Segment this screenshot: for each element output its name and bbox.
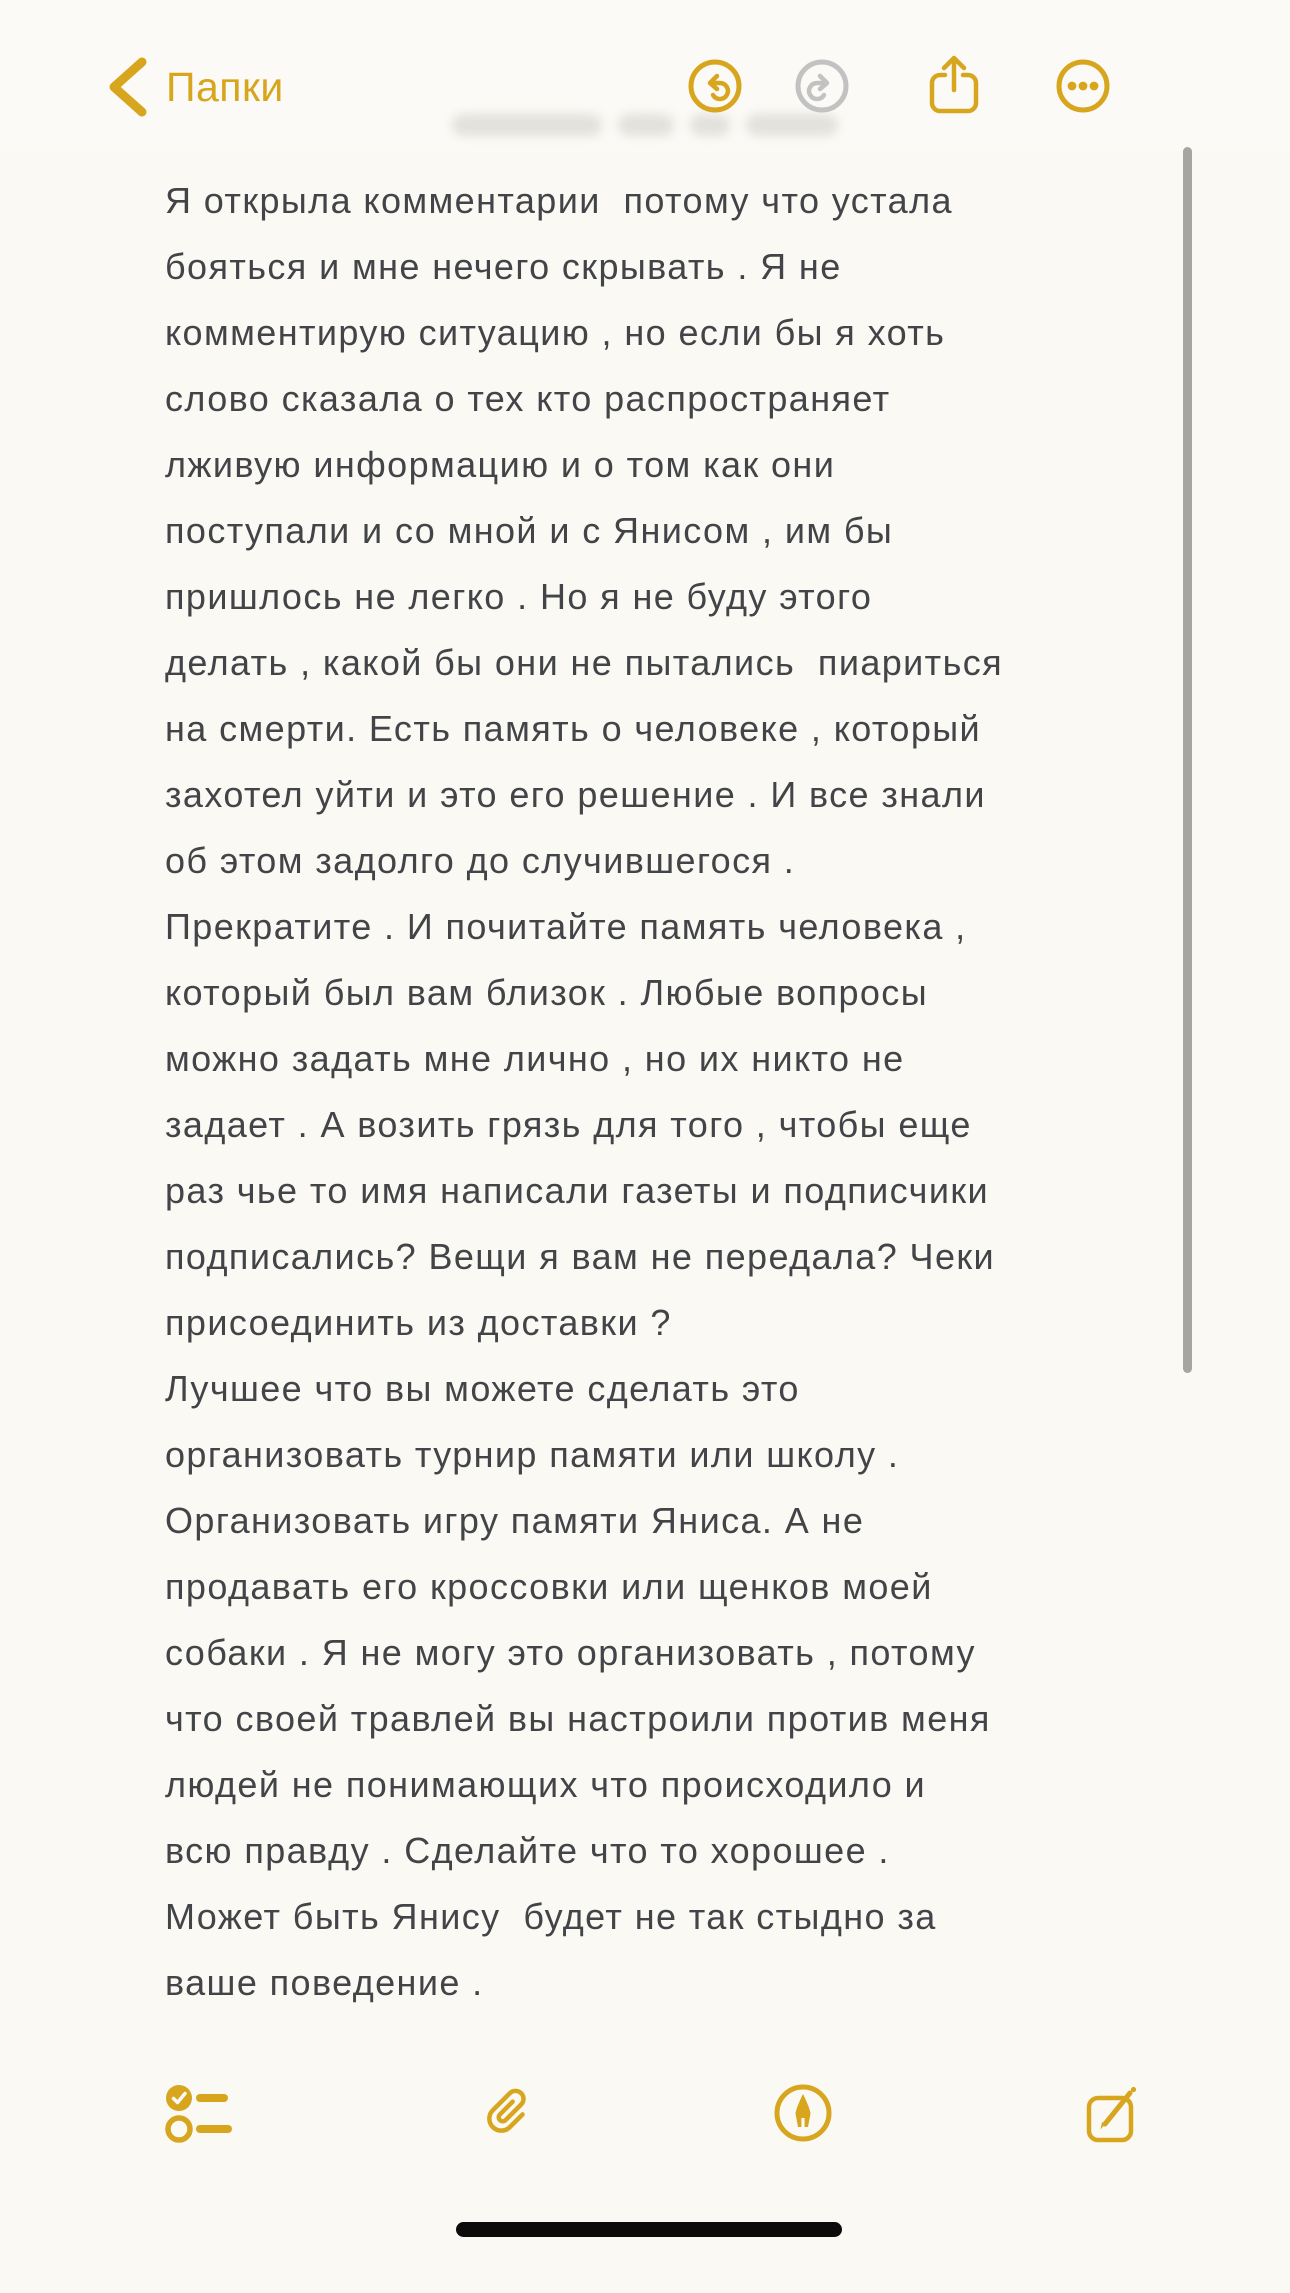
note-text-line: что своей травлей вы настроили против меня <box>165 1698 991 1739</box>
note-text-line: лживую информацию и о том как они <box>165 444 836 485</box>
note-text-line: слово сказала о тех кто распространяет <box>165 378 891 419</box>
back-chevron-icon <box>104 56 150 118</box>
note-text-line: делать , какой бы они не пытались пиариться <box>165 642 1004 683</box>
undo-button[interactable] <box>687 58 743 114</box>
note-text-line: присоединить из доставки ? <box>165 1302 672 1343</box>
note-text-line: Прекратите . И почитайте память человека , <box>165 906 967 947</box>
note-text-line: который был вам близок . Любые вопросы <box>165 972 928 1013</box>
note-text-line: поступали и со мной и с Янисом , им бы <box>165 510 894 551</box>
compose-icon <box>1081 2082 1145 2146</box>
home-indicator[interactable] <box>456 2222 842 2237</box>
note-text-line: продавать его кроссовки или щенков моей <box>165 1566 933 1607</box>
redo-button[interactable] <box>794 58 850 114</box>
more-icon <box>1055 58 1111 114</box>
scrollbar[interactable] <box>1183 147 1192 1373</box>
note-text-line: организовать турнир памяти или школу . <box>165 1434 900 1475</box>
markup-icon <box>772 2082 834 2144</box>
undo-icon <box>687 58 743 114</box>
note-text-line: Организовать игру памяти Яниса. А не <box>165 1500 865 1541</box>
note-text-line: бояться и мне нечего скрывать . Я не <box>165 246 842 287</box>
nav-bar <box>0 0 1290 152</box>
note-body[interactable] <box>165 168 1175 2016</box>
markup-button[interactable] <box>772 2082 834 2144</box>
note-text-line: Может быть Янису будет не так стыдно за <box>165 1896 937 1937</box>
note-text-line: комментирую ситуацию , но если бы я хоть <box>165 312 946 353</box>
note-text-line: задает . А возить грязь для того , чтобы еще <box>165 1104 972 1145</box>
checklist-button[interactable] <box>164 2082 234 2144</box>
note-text-line: ваше поведение . <box>165 1962 484 2003</box>
back-button-label: Папки <box>166 64 284 110</box>
bottom-toolbar <box>0 2082 1290 2148</box>
compose-button[interactable] <box>1081 2082 1145 2146</box>
note-text-line: собаки . Я не могу это организовать , потому <box>165 1632 976 1673</box>
note-text-line: можно задать мне лично , но их никто не <box>165 1038 905 1079</box>
redo-icon <box>794 58 850 114</box>
more-button[interactable] <box>1055 58 1111 114</box>
note-text-line: людей не понимающих что происходило и <box>165 1764 927 1805</box>
note-text-line: об этом задолго до случившегося . <box>165 840 796 881</box>
share-icon <box>921 52 987 118</box>
note-text-line: всю правду . Сделайте что то хорошее . <box>165 1830 890 1871</box>
note-text-line: раз чье то имя написали газеты и подписчики <box>165 1170 990 1211</box>
attachment-button[interactable] <box>476 2082 538 2144</box>
back-button[interactable] <box>104 56 284 118</box>
share-button[interactable] <box>921 52 987 118</box>
note-text-line: Я открыла комментарии потому что устала <box>165 180 953 221</box>
note-text-line: захотел уйти и это его решение . И все знали <box>165 774 986 815</box>
note-text-line: на смерти. Есть память о человеке , который <box>165 708 982 749</box>
checklist-icon <box>164 2082 234 2144</box>
attachment-icon <box>476 2082 538 2144</box>
note-text-line: Лучшее что вы можете сделать это <box>165 1368 800 1409</box>
note-text-line: пришлось не легко . Но я не буду этого <box>165 576 873 617</box>
note-text-line: подписались? Вещи я вам не передала? Чеки <box>165 1236 996 1277</box>
